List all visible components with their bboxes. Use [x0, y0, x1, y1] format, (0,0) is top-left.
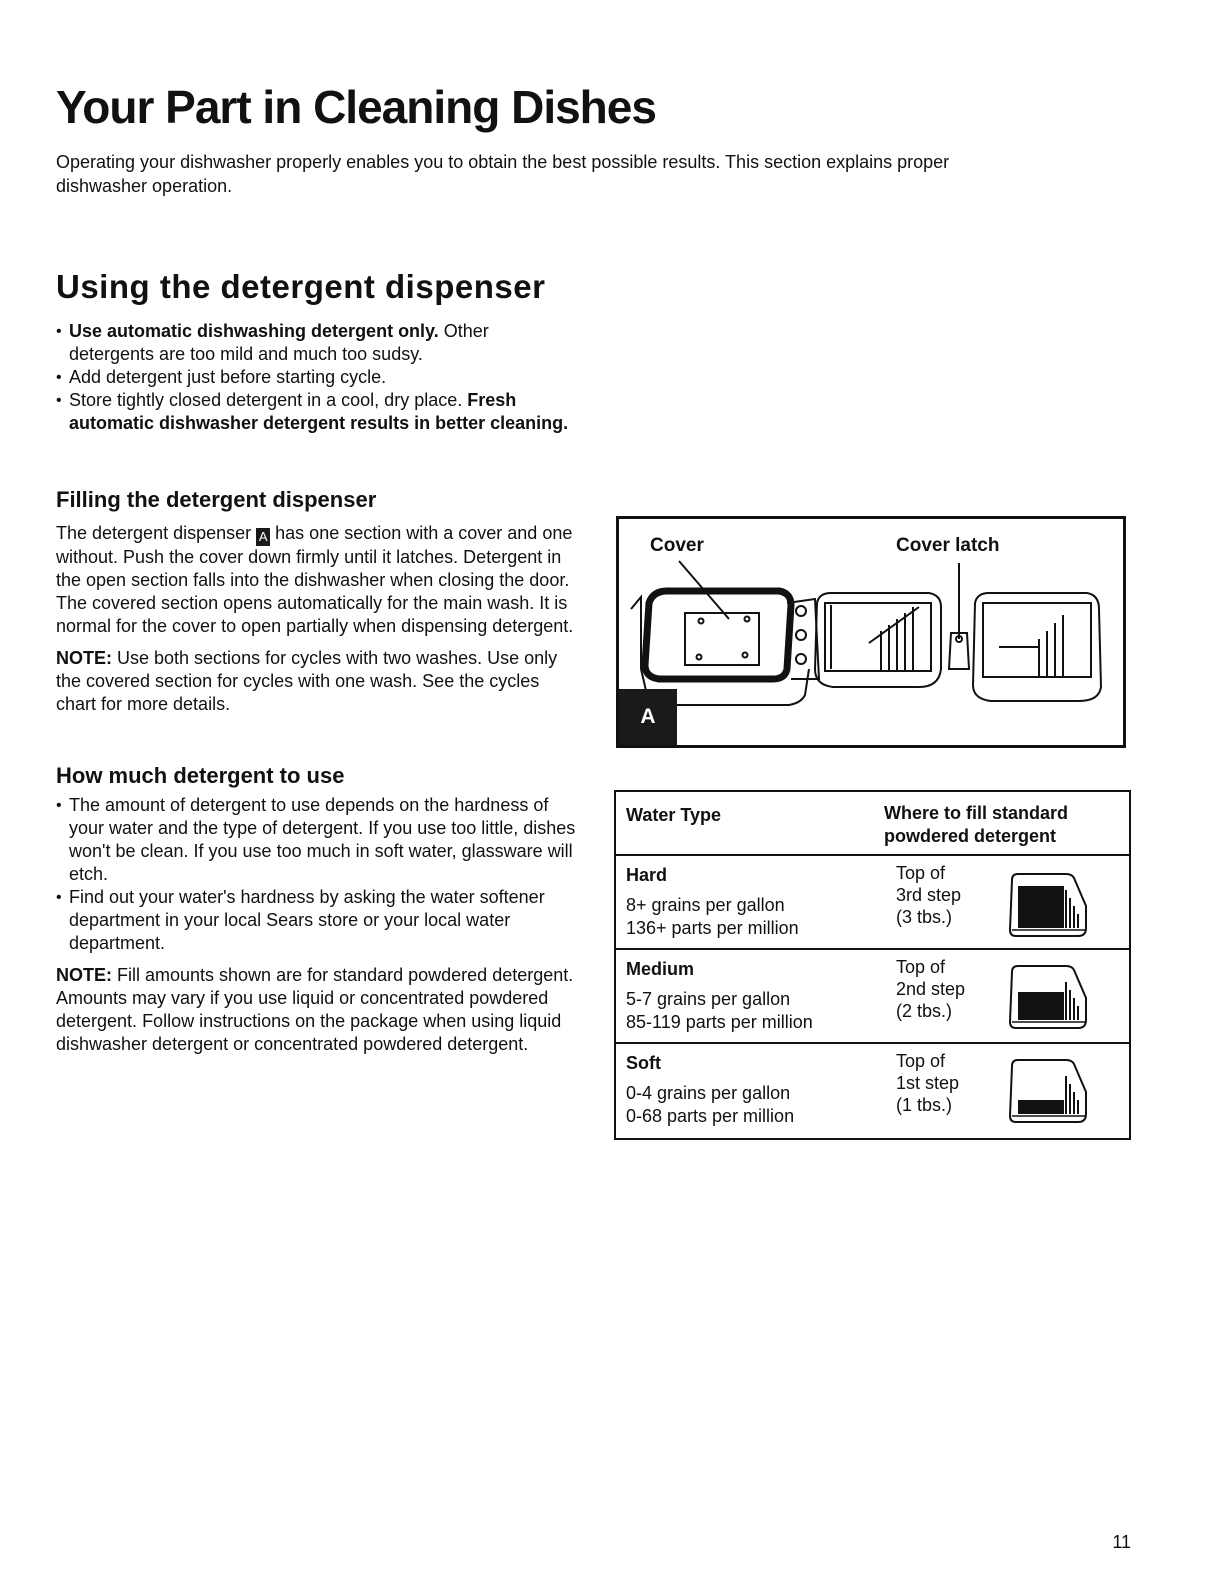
list-item [56, 389, 576, 435]
badge-a: A [256, 528, 270, 546]
table-row [616, 856, 1129, 950]
header-fill-location: Where to fill standard powdered detergent [884, 803, 1069, 846]
list-item [56, 366, 576, 389]
row-fill-line-2: 2nd step [896, 979, 966, 999]
bullet-text: The amount of detergent to use depends on the hardness of your water and the type of detergent. If you use too little, dishes won't be clean. If you use too much in soft water, glassware will etch. [69, 795, 576, 884]
intro-text [56, 150, 1106, 198]
fill-level-cup [1004, 1056, 1090, 1128]
list-item [56, 320, 576, 366]
table-row [616, 1044, 1129, 1138]
filling-note [56, 647, 576, 716]
page-title: Your Part in Cleaning Dishes [56, 81, 656, 133]
header-water-type: Water Type [626, 805, 722, 825]
row-fill-line-1: Top of [896, 1051, 946, 1071]
note-text: Use both sections for cycles with two washes. Use only the covered section for cycles with one wash. See the cycles chart for more details. [56, 648, 558, 714]
intro-line-1: Operating your dishwasher properly enables you to obtain the best possible results. This section explains proper [56, 152, 950, 172]
row-grains: 5-7 grains per gallon [626, 989, 791, 1009]
bullet-bold: Fresh automatic dishwasher detergent results in better cleaning. [69, 390, 569, 433]
row-fill-line-2: 1st step [896, 1073, 960, 1093]
bullet-bold: Use automatic dishwashing detergent only. [69, 321, 439, 341]
note-label: NOTE: [56, 965, 112, 985]
row-fill-line-3: (3 tbs.) [896, 907, 953, 927]
bullet-text: Add detergent just before starting cycle. [69, 367, 387, 387]
row-ppm: 136+ parts per million [626, 918, 799, 938]
how-much-bullets [56, 794, 576, 955]
filling-paragraph [56, 522, 576, 638]
filling-text-start: The detergent dispenser [56, 523, 252, 543]
filling-body [56, 522, 576, 716]
intro-line-2: dishwasher operation. [56, 176, 233, 196]
row-ppm: 85-119 parts per million [626, 1012, 813, 1032]
row-ppm: 0-68 parts per million [626, 1106, 795, 1126]
section-title: Using the detergent dispenser [56, 268, 546, 305]
detergent-bullets [56, 320, 576, 435]
row-grains: 8+ grains per gallon [626, 895, 785, 915]
how-much-body [56, 794, 576, 1056]
cover-latch-label: Cover latch [896, 535, 1000, 556]
row-fill-line-3: (2 tbs.) [896, 1001, 953, 1021]
dispenser-figure [616, 516, 1126, 748]
bullet-text: Other detergents are too mild and much too sudsy. [69, 321, 489, 364]
page-number: 11 [1112, 1532, 1131, 1552]
fill-level-cup [1004, 870, 1090, 942]
dispenser-illustration [619, 519, 1123, 745]
row-water-type: Medium [626, 959, 695, 979]
row-fill-line-2: 3rd step [896, 885, 962, 905]
row-fill-line-1: Top of [896, 863, 946, 883]
row-water-type: Hard [626, 865, 668, 885]
row-grains: 0-4 grains per gallon [626, 1083, 791, 1103]
list-item [56, 794, 576, 886]
row-fill-line-1: Top of [896, 957, 946, 977]
fill-level-cup [1004, 962, 1090, 1034]
how-much-title: How much detergent to use [56, 763, 345, 788]
figure-badge-a: A [619, 689, 677, 745]
note-text: Fill amounts shown are for standard powdered detergent. Amounts may vary if you use liquid or concentrated powdered detergent. Follow instructions on the package when using liquid dishwasher detergent or concentrated powdered detergent. [56, 965, 574, 1054]
filling-text-rest: has one section with a cover and one without. Push the cover down firmly until it latches. Detergent in the open section falls into the dishwasher when closing the door. The covered section opens automatically for the main wash. It is normal for the cover to open partially when dispensing detergent. [56, 523, 574, 636]
bullet-text: Find out your water's hardness by asking the water softener department in your local Sears store or your local water department. [69, 887, 545, 953]
table-header-row [616, 792, 1129, 856]
bullet-text: Store tightly closed detergent in a cool, dry place. [69, 390, 468, 410]
cover-label: Cover [650, 535, 704, 556]
row-water-type: Soft [626, 1053, 661, 1073]
list-item [56, 886, 576, 955]
table-row [616, 950, 1129, 1044]
water-type-table [614, 790, 1131, 1140]
row-fill-line-3: (1 tbs.) [896, 1095, 953, 1115]
filling-title: Filling the detergent dispenser [56, 487, 377, 512]
note-label: NOTE: [56, 648, 112, 668]
how-much-note [56, 964, 576, 1056]
